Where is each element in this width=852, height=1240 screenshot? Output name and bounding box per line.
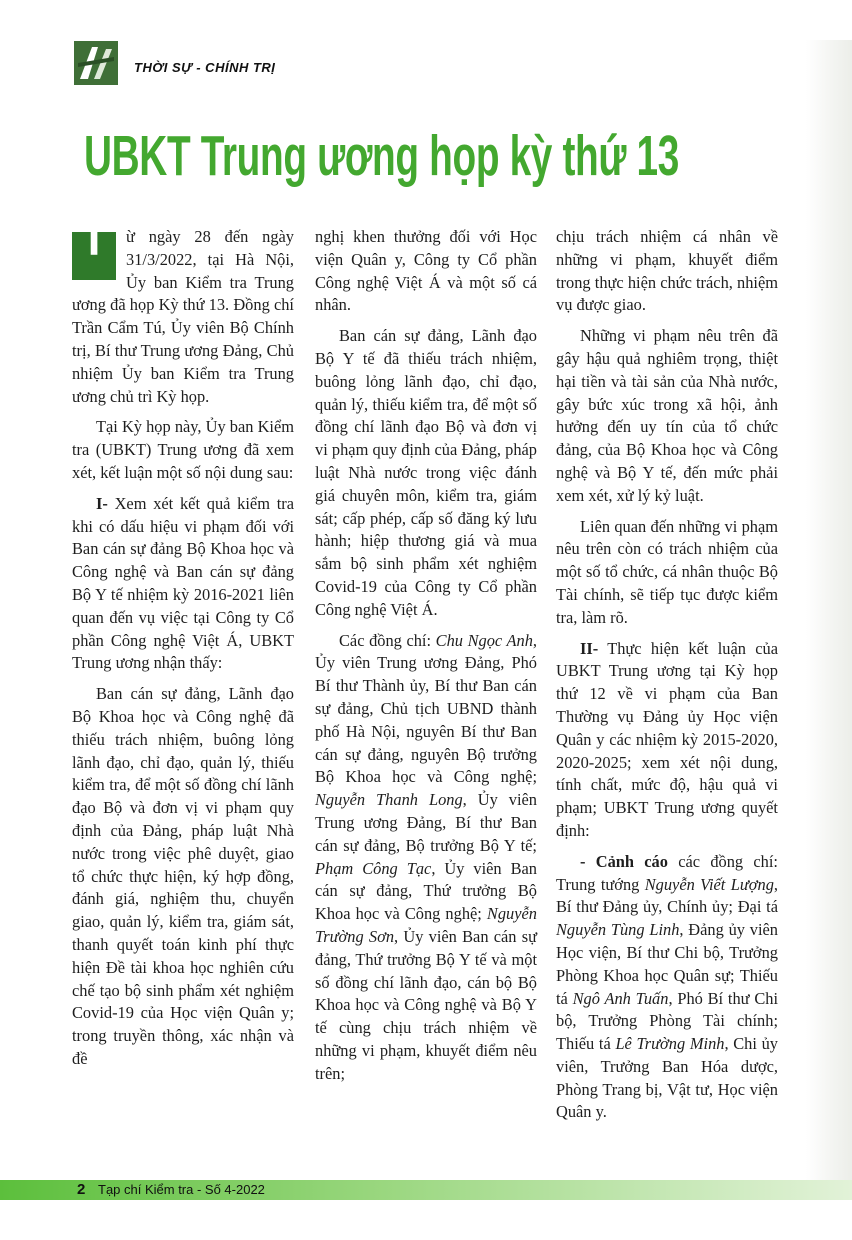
article-column-2 [315,226,537,1093]
paragraph: T ừ ngày 28 đến ngày 31/3/2022, tại Hà Nội, Ủy ban Kiểm tra Trung ương đã họp Kỳ thứ 13. Đồng chí Trần Cẩm Tú, Ủy viên Bộ Chính trị, Bí thư Trung ương Đảng, Chủ nhiệm Ủy ban Kiểm tra Trung ương chủ trì Kỳ họp. [72,213,294,406]
page-number: 2 [77,1181,86,1198]
paragraph: Ban cán sự đảng, Lãnh đạo Bộ Khoa học và Công nghệ đã thiếu trách nhiệm, buông lỏng lãnh đạo, chỉ đạo, quản lý, thiếu kiểm tra, để một số đồng chí lãnh đạo Bộ và đơn vị vi phạm quy định của Đảng, pháp luật Nhà nước trong việc phê duyệt, giao tổ chức thực hiện, ký hợp đồng, đánh giá, nghiệm thu, chuyển giao, quản lý, kiểm tra, giám sát, thanh quyết toán kinh phí thực hiện Đề tài khoa học nghiên cứu chế tạo bộ sinh phẩm xét nghiệm Covid-19 của Học viện Quân y; trong truyền thông, xác nhận và đề [72,684,294,1068]
paragraph: Các đồng chí: Chu Ngọc Anh, Ủy viên Trung ương Đảng, Phó Bí thư Thành ủy, Bí thư Ban cán sự đảng, Chủ tịch UBND thành phố Hà Nội, nguyên Bí thư Ban cán sự đảng, nguyên Bộ trưởng Bộ Khoa học và Công nghệ; Nguyễn Thanh Long, Ủy viên Trung ương Đảng, Bí thư Ban cán sự đảng, Bộ trưởng Bộ Y tế; Phạm Công Tạc, Ủy viên Ban cán sự đảng, Thứ trưởng Bộ Khoa học và Công nghệ; Nguyễn Trường Sơn, Ủy viên Ban cán sự đảng, Thứ trưởng Bộ Y tế và một số đồng chí lãnh đạo, cán bộ Bộ Khoa học và Công nghệ và Bộ Y tế cùng chịu trách nhiệm về những vi phạm, khuyết điểm nêu trên; [315,630,538,1083]
drop-cap: T [72,232,116,280]
article-column-3 [556,226,778,1132]
page-top-margin [0,0,852,18]
paragraph: - Cảnh cáo các đồng chí: Trung tướng Nguyễn Viết Lượng, Bí thư Đảng ủy, Chính ủy; Đại tá Nguyễn Tùng Linh, Đảng ủy viên Học viện, Bí thư Chi bộ, Trưởng Phòng Khoa học Quân sự; Thiếu tá Ngô Anh Tuấn, Phó Bí thư Chi bộ, Trưởng Phòng Tài chính; Thiếu tá Lê Trường Minh, Chi ủy viên, Trưởng Ban Hóa dược, Phòng Trang bị, Vật tư, Học viện Quân y. [556,851,779,1122]
magazine-name: Tạp chí Kiểm tra - Số 4-2022 [98,1182,265,1197]
paragraph: Những vi phạm nêu trên đã gây hậu quả nghiêm trọng, thiệt hại tiền và tài sản của Nhà nước, gây bức xúc trong xã hội, ảnh hưởng đến uy tín của tổ chức đảng, của Bộ Khoa học và Công nghệ và Bộ Y tế, đến mức phải xem xét, xử lý kỷ luật. [556,326,778,505]
paragraph: I- Xem xét kết quả kiểm tra khi có dấu hiệu vi phạm đối với Ban cán sự đảng Bộ Khoa học và Công nghệ và Ban cán sự đảng Bộ Y tế nhiệm kỳ 2016-2021 liên quan đến vụ việc tại Công ty Cổ phần Công nghệ Việt Á, UBKT Trung ương nhận thấy: [72,493,294,673]
section-label: THỜI SỰ - CHÍNH TRỊ [134,60,276,75]
paragraph: chịu trách nhiệm cá nhân về những vi phạm, khuyết điểm trong thực hiện chức trách, nhiệm vụ được giao. [556,227,778,315]
article-title: UBKT Trung ương họp kỳ thứ 13 [84,124,679,188]
facing-page-bleed [806,40,852,1190]
article-column-1 [72,213,294,1079]
magazine-emblem-icon [74,41,118,85]
paragraph: Ban cán sự đảng, Lãnh đạo Bộ Y tế đã thiếu trách nhiệm, buông lỏng lãnh đạo, chỉ đạo, quản lý, thiếu kiểm tra, để một số đồng chí lãnh đạo Bộ và đơn vị vi phạm quy định của Đảng, pháp luật Nhà nước trong việc đánh giá chuyên môn, kiểm tra, giám sát; cấp phép, cấp số đăng ký lưu hành; hiệp thương giá và mua sắm bộ sinh phẩm xét nghiệm Covid-19 của Công ty Cổ phần Công nghệ Việt Á. [315,326,537,619]
section-header [74,37,814,92]
paragraph: nghị khen thưởng đối với Học viện Quân y, Công ty Cổ phần Công nghệ Việt Á và một số cá nhân. [315,227,537,315]
page-footer [0,1178,852,1202]
paragraph: Liên quan đến những vi phạm nêu trên còn có trách nhiệm của một số tổ chức, cá nhân thuộc Bộ Tài chính, sẽ tiếp tục được kiểm tra, làm rõ. [556,516,778,627]
paragraph: Tại Kỳ họp này, Ủy ban Kiểm tra (UBKT) Trung ương đã xem xét, kết luận một số nội dung sau: [72,417,294,482]
paragraph: II- Thực hiện kết luận của UBKT Trung ương tại Kỳ họp thứ 12 về vi phạm của Ban Thường vụ Đảng ủy Học viện Quân y các nhiệm kỳ 2015-2020, 2020-2025; xem xét nội dung, tính chất, mức độ, hậu quả vi phạm; UBKT Trung ương quyết định: [556,638,778,840]
